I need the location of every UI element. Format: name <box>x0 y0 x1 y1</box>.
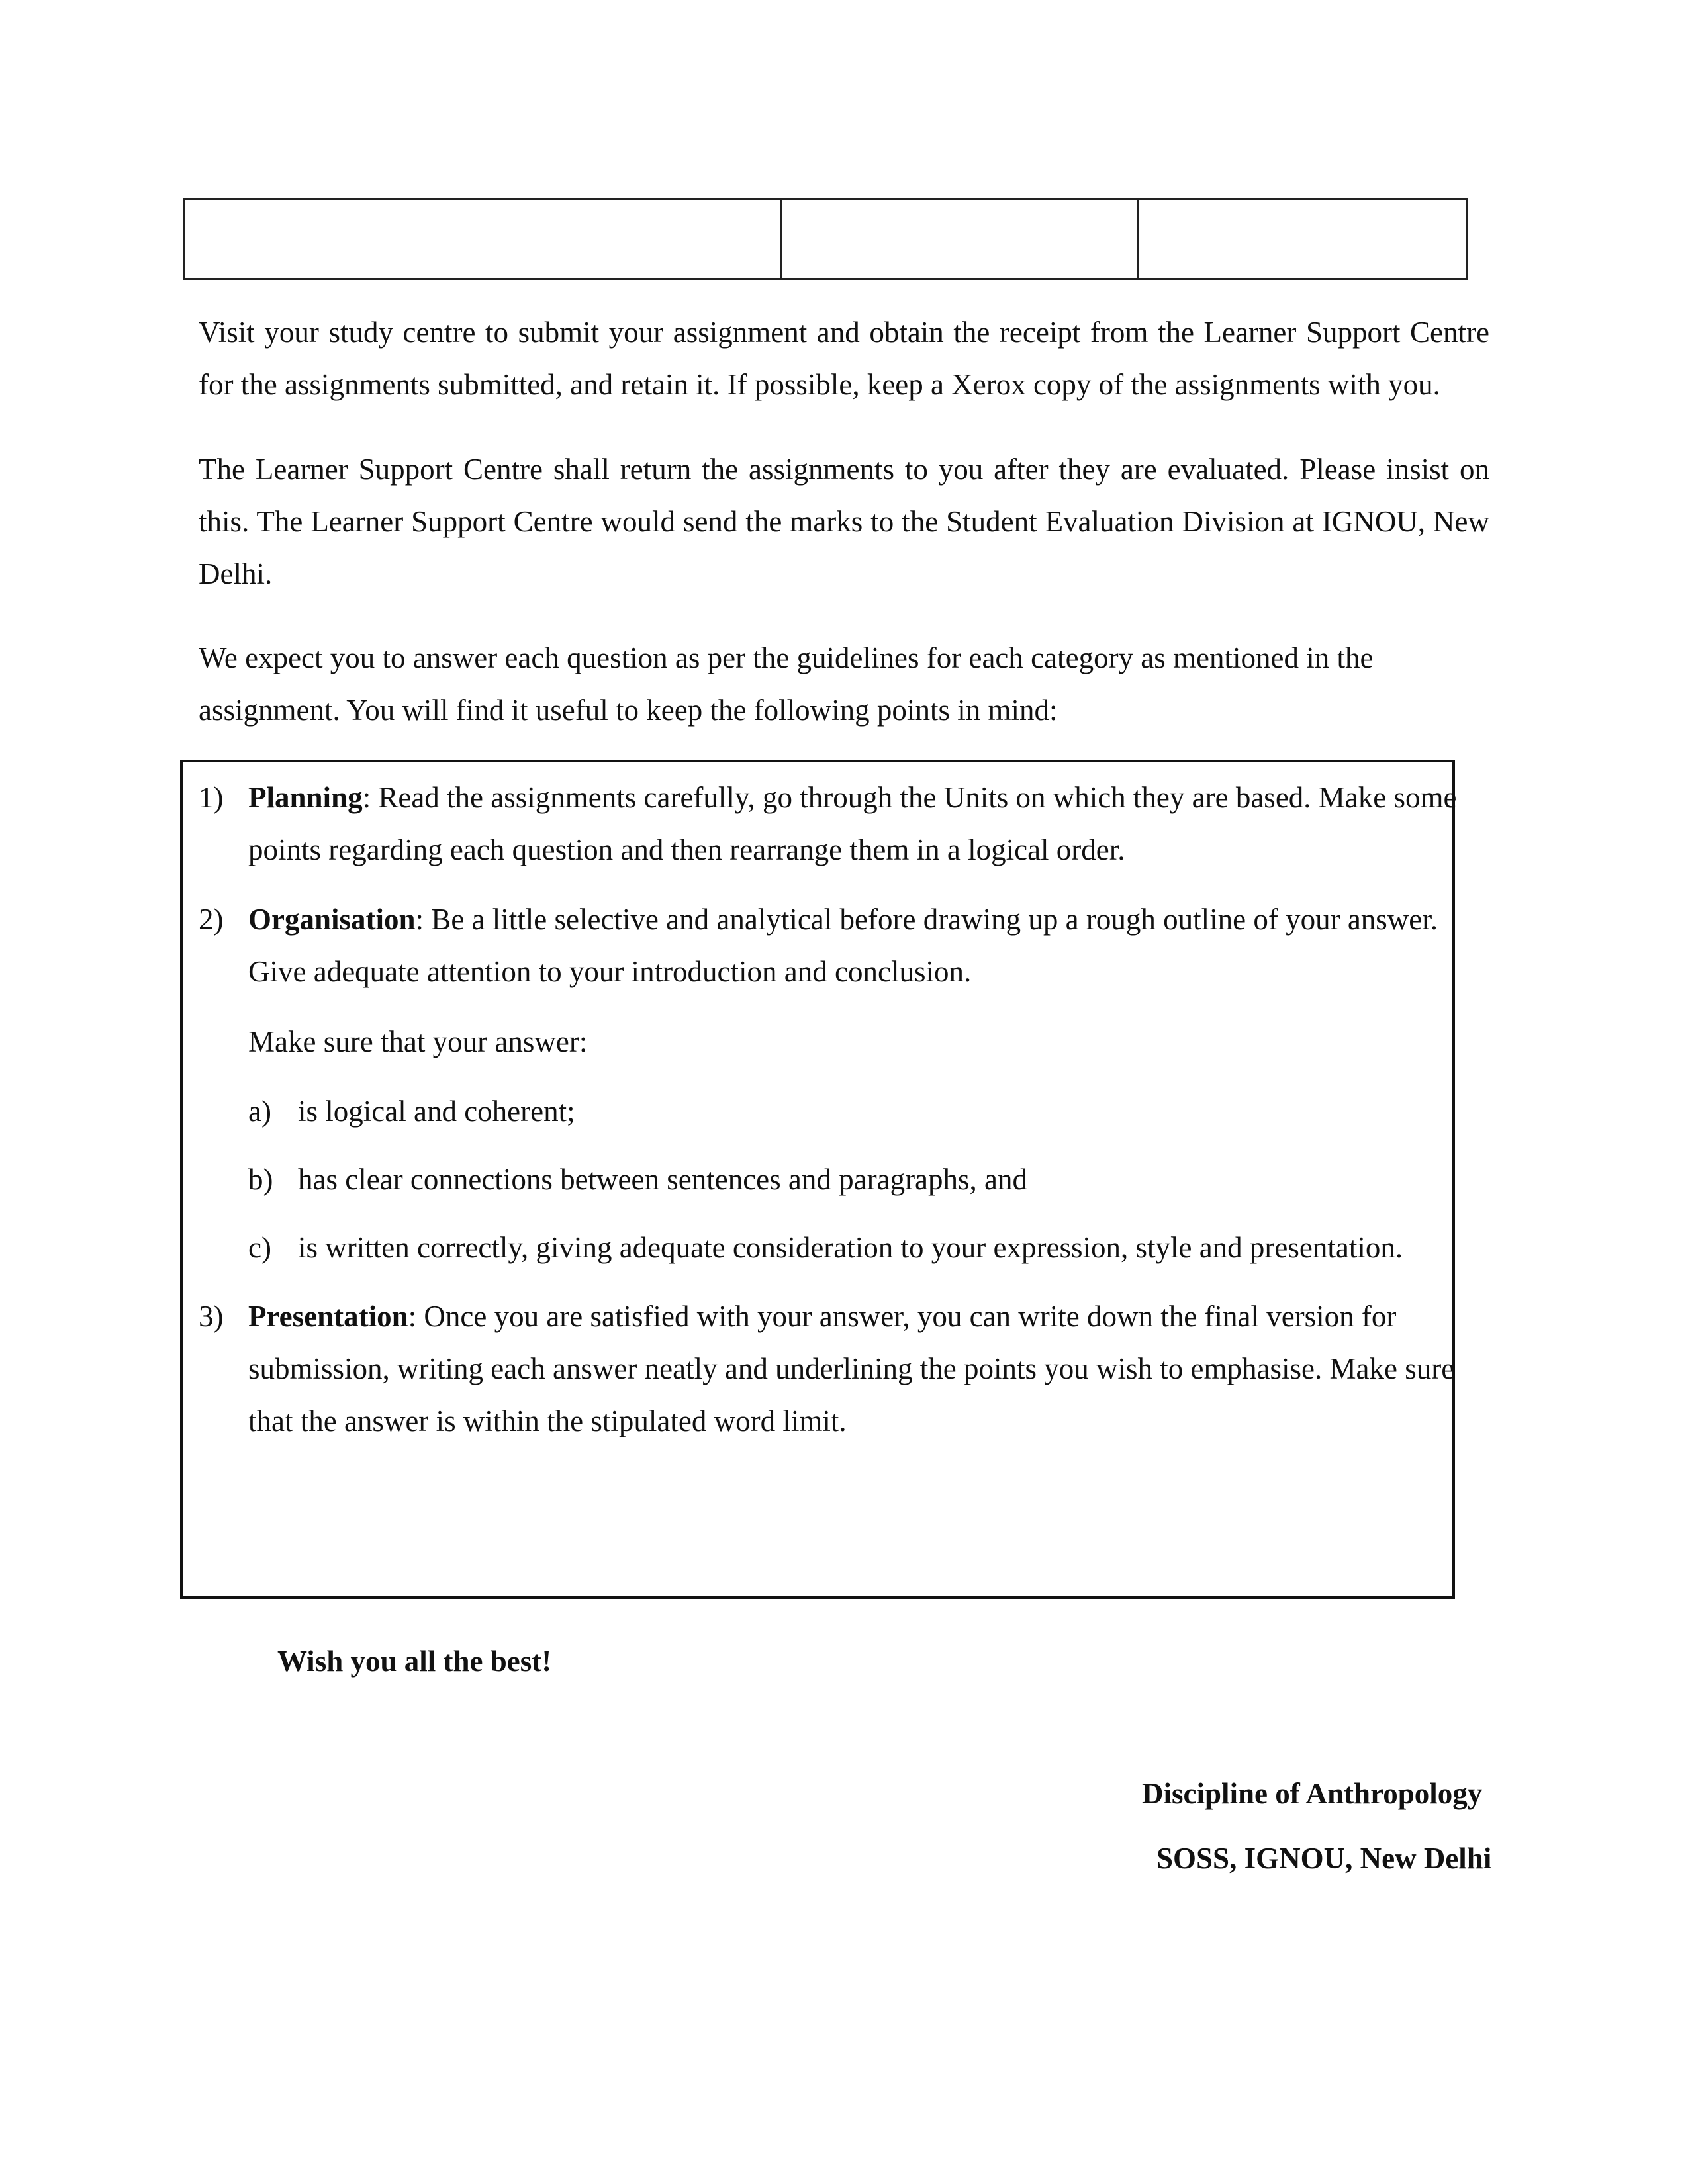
sub-item-letter: c) <box>248 1231 271 1264</box>
submission-paragraph: Visit your study centre to submit your assignment and obtain the receipt from the Learner Support Centre for the assignments submitted, and retain it. If possible, keep a Xerox copy of the assignments with you. <box>199 316 1489 401</box>
sub-item-text: is logical and coherent; <box>298 1095 575 1128</box>
evaluation-paragraph: The Learner Support Centre shall return the assignments to you after they are evaluated. Please insist on this. The Learner Support Centre would send the marks to the Student Evaluation Division at IGNOU, New Delhi. <box>199 453 1489 590</box>
item-body <box>248 893 1496 998</box>
sub-item-text: has clear connections between sentences and paragraphs, and <box>298 1163 1028 1196</box>
table-row <box>184 199 1468 279</box>
item-text: : Once you are satisfied with your answer, you can write down the final version for submission, writing each answer neatly and underlining the points you wish to emphasise. Make sure that the answer is within the stipulated word limit. <box>248 1300 1455 1437</box>
item-text: : Read the assignments carefully, go through the Units on which they are based. Make some points regarding each question and then rearrange them in a logical order. <box>248 781 1457 866</box>
item-number: 1) <box>199 781 224 814</box>
signature-department: Discipline of Anthropology <box>1142 1777 1483 1810</box>
sub-item-letter: a) <box>248 1095 271 1128</box>
table-cell <box>1138 199 1468 279</box>
closing-wish: Wish you all the best! <box>277 1645 552 1678</box>
item-heading: Organisation <box>248 903 416 936</box>
item-heading: Presentation <box>248 1300 408 1333</box>
empty-header-table <box>183 198 1468 280</box>
item-number: 2) <box>199 903 224 936</box>
expectation-paragraph: We expect you to answer each question as per the guidelines for each category as mentioned in the assignment. You will find it useful to keep the following points in mind: <box>199 641 1374 727</box>
signature-institution: SOSS, IGNOU, New Delhi <box>1156 1842 1492 1875</box>
table-cell <box>184 199 782 279</box>
item-text: : Be a little selective and analytical before drawing up a rough outline of your answer. Give adequate attention to your introduction and conclusion. <box>248 903 1438 988</box>
item-body <box>248 1291 1496 1447</box>
make-sure-intro: Make sure that your answer: <box>248 1025 588 1058</box>
item-heading: Planning <box>248 781 363 814</box>
table-cell <box>782 199 1138 279</box>
item-body <box>248 772 1496 876</box>
sub-item-text: is written correctly, giving adequate consideration to your expression, style and presentation. <box>298 1231 1403 1264</box>
item-number: 3) <box>199 1300 224 1333</box>
sub-item-letter: b) <box>248 1163 273 1196</box>
